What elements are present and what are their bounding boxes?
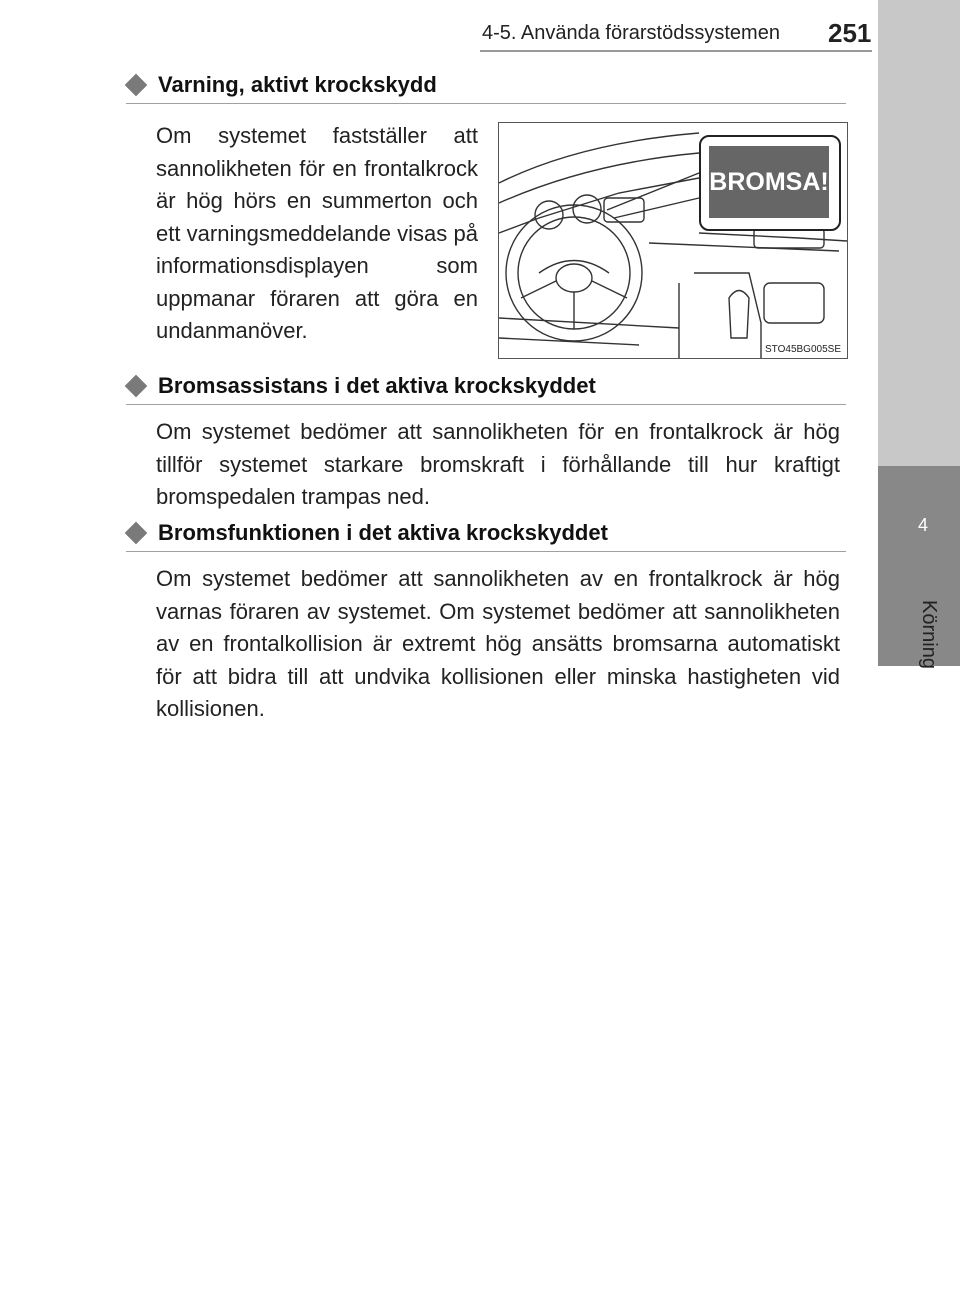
information-display xyxy=(709,146,829,218)
page-header xyxy=(0,0,960,72)
bromsa-message: BROMSA! xyxy=(709,167,829,196)
dashboard-illustration xyxy=(498,122,848,359)
section-paragraph: Om systemet bedömer att sannolikheten för en frontalkrock är hög tillför systemet starkare bromskraft i förhållande till hur kraftigt bromspedalen trampas ned. xyxy=(156,419,840,509)
section-heading-text: Varning, aktivt krockskydd xyxy=(158,72,437,97)
chapter-label: Körning xyxy=(918,600,940,669)
section-heading-text: Bromsfunktionen i det aktiva krockskyddet xyxy=(158,520,608,545)
section-heading xyxy=(126,520,608,546)
section-heading xyxy=(126,373,596,399)
page-number: 251 xyxy=(828,18,872,48)
section-heading-text: Bromsassistans i det aktiva krockskyddet xyxy=(158,373,596,398)
diamond-bullet-icon xyxy=(125,375,148,398)
section-rule xyxy=(126,103,846,104)
section-rule xyxy=(126,551,846,552)
section-heading xyxy=(126,72,437,98)
section-paragraph: Om systemet bedömer att sannolikheten av en frontalkrock är hög varnas föraren av systemet. Om systemet bedömer att sannolikheten av en frontalkollision är extremt hög ansätts bromsarna automatiskt för att bidra till att undvika kollisionen eller minska hastigheten vid kollisionen. xyxy=(156,566,840,721)
side-tab-lower xyxy=(878,666,960,1302)
figure-code: STO45BG005SE xyxy=(765,344,841,355)
chapter-number: 4 xyxy=(917,515,928,535)
diamond-bullet-icon xyxy=(125,74,148,97)
header-section-title: 4-5. Använda förarstödssystemen xyxy=(482,22,780,44)
display-callout xyxy=(699,135,841,231)
diamond-bullet-icon xyxy=(125,522,148,545)
section-paragraph: Om systemet fastställer att sannolikheten för en frontalkrock är hög hörs en summerton och ett varningsmeddelande visas på informationsdisplayen som uppmanar föraren att göra en undanmanöver. xyxy=(156,123,478,343)
header-rule xyxy=(480,50,872,52)
side-tab-background xyxy=(878,0,960,466)
section-rule xyxy=(126,404,846,405)
